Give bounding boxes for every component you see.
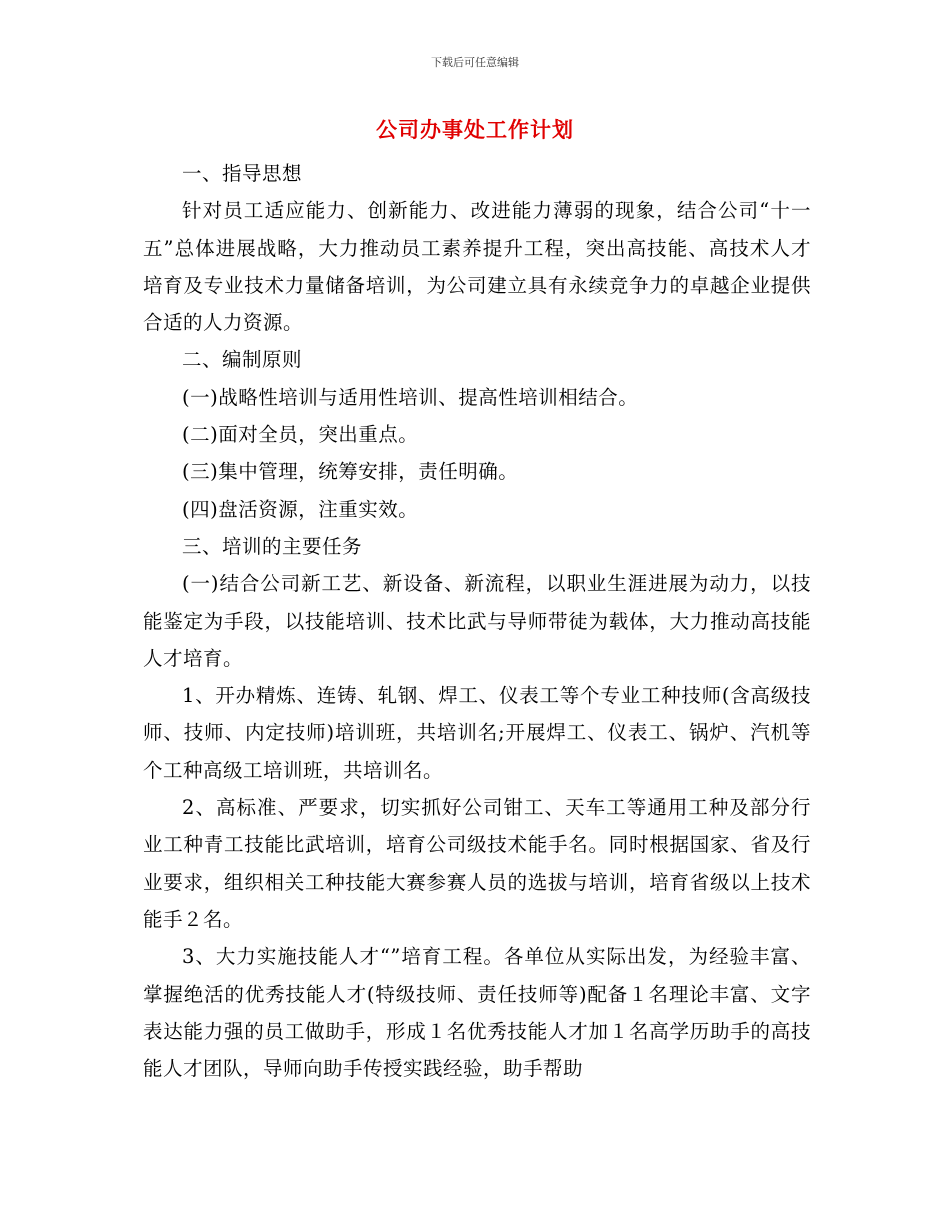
principle-item-4: (四)盘活资源，注重实效。 (182, 497, 419, 521)
document-body (143, 155, 811, 1087)
section-heading-guiding-ideology: 一、指导思想 (182, 162, 303, 185)
task-item-1: 1、开办精炼、连铸、轧钢、焊工、仪表工等个专业工种技师(含高级技师、技师、内定技师)培训班，共培训名;开展焊工、仪表工、锅炉、汽机等个工种高级工培训班，共培训名。 (143, 684, 811, 782)
principle-item-3: (三)集中管理，统筹安排，责任明确。 (182, 460, 519, 484)
task-item-3: 3、大力实施技能人才“”培育工程。各单位从实际出发，为经验丰富、掌握绝活的优秀技能人才(特级技师、责任技师等)配备１名理论丰富、文字表达能力强的员工做助手，形成１名优秀技能人才加１名高学历助手的高技能人才团队，导师向助手传授实践经验，助手帮助 (143, 945, 811, 1081)
task-item-2: 2、高标准、严要求，切实抓好公司钳工、天车工等通用工种及部分行业工种青工技能比武培训，培育公司级技术能手名。同时根据国家、省及行业要求，组织相关工种技能大赛参赛人员的选拔与培训，培育省级以上技术能手２名。 (143, 796, 811, 931)
principle-item-1: (一)战略性培训与适用性培训、提高性培训相结合。 (182, 385, 639, 409)
section-heading-principles: 二、编制原则 (182, 348, 303, 372)
document-title: 公司办事处工作计划 (376, 117, 574, 142)
header-note: 下载后可任意编辑 (431, 56, 519, 69)
section-heading-main-tasks: 三、培训的主要任务 (182, 534, 363, 558)
paragraph-guiding-ideology: 针对员工适应能力、创新能力、改进能力薄弱的现象，结合公司“十一五”总体进展战略，大力推动员工素养提升工程，突出高技能、高技术人才培育及专业技术力量储备培训，为公司建立具有永续竞争力的卓越企业提供合适的人力资源。 (143, 199, 811, 335)
task-paragraph-1: (一)结合公司新工艺、新设备、新流程，以职业生涯进展为动力，以技能鉴定为手段，以技能培训、技术比武与导师带徒为载体，大力推动高技能人才培育。 (143, 572, 811, 670)
principle-item-2: (二)面对全员，突出重点。 (182, 423, 419, 447)
